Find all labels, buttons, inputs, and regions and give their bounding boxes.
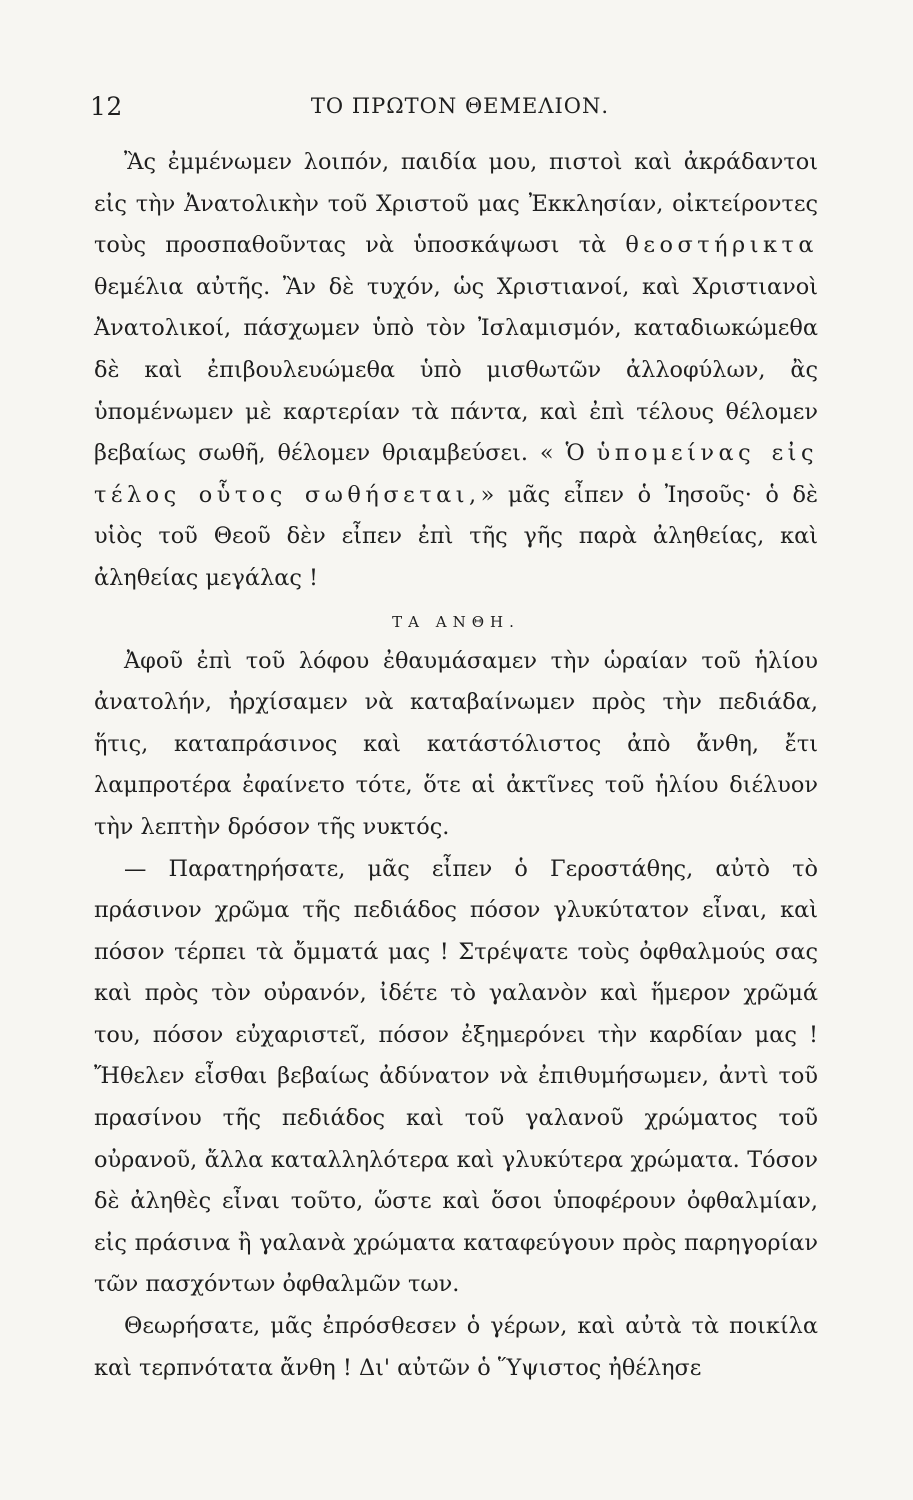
running-head: ΤΟ ΠΡΩΤΟΝ ΘΕΜΕΛΙΟΝ. [310,94,610,118]
section-title: ΤΑ ΑΝΘΗ. [392,612,520,631]
paragraph-1-text-c: θεμέλια αὐτῆς. Ἂν δὲ τυχόν, ὡς Χριστιανοί, καὶ Χριστιανοὶ Ἀνατολικοί, πάσχωμεν ὑπὸ τὸν Ἰσλαμισμόν, καταδιωκώμεθα δὲ καὶ ἐπιβουλευώμεθα ὑπὸ μισθωτῶν ἀλλοφύλων, ἂς ὑπομένωμεν μὲ καρτερίαν τὰ πάντα, καὶ ἐπὶ τέλους θέλομεν βεβαίως σωθῆ, θέλομεν θριαμβεύσει. « Ὁ [94,273,818,467]
paragraph-1-quotation: ὑπομείνας εἰς τέλος οὗτος σωθήσεται, [94,440,819,508]
body-text [94,142,818,1389]
paragraph-1-text-e: » μᾶς εἶπεν ὁ Ἰησοῦς· ὁ δὲ υἱὸς τοῦ Θεοῦ δὲν εἶπεν ἐπὶ τῆς γῆς παρὰ ἀληθείας, καὶ ἀληθείας μεγάλας ! [94,481,818,591]
paragraph-1-text-a: Ἂς ἐμμένωμεν λοιπόν, παιδία μου, πιστοὶ καὶ ἀκράδαντοι εἰς τὴν Ἀνατολικὴν τοῦ Χριστοῦ μας Ἐκκλησίαν, οἰκτείροντες τοὺς προσπαθοῦντας νὰ ὑποσκάψωσι τὰ [94,149,818,259]
paragraph-4: Θεωρήσατε, μᾶς ἐπρόσθεσεν ὁ γέρων, καὶ αὐτὰ τὰ ποικίλα καὶ τερπνότατα ἄνθη ! Δι' αὐτῶν ὁ Ὕψιστος ἠθέλησε [94,1313,818,1381]
paragraph-1 [94,142,818,600]
page-number: 12 [90,92,123,121]
paragraph-3: — Παρατηρήσατε, μᾶς εἶπεν ὁ Γεροστάθης, αὐτὸ τὸ πράσινον χρῶμα τῆς πεδιάδος πόσον γλυκύτατον εἶναι, καὶ πόσον τέρπει τὰ ὄμματά μας ! Στρέψατε τοὺς ὀφθαλμούς σας καὶ πρὸς τὸν οὐρανόν, ἰδέτε τὸ γαλανὸν καὶ ἥμερον χρῶμά του, πόσον εὐχαριστεῖ, πόσον ἐξημερόνει τὴν καρδίαν μας ! Ἤθελεν εἶσθαι βεβαίως ἀδύνατον νὰ ἐπιθυμήσωμεν, ἀντὶ τοῦ πρασίνου τῆς πεδιάδος καὶ τοῦ γαλανοῦ χρώματος τοῦ οὐρανοῦ, ἄλλα καταλληλότερα καὶ γλυκύτερα χρώματα. Τόσον δὲ ἀληθὲς εἶναι τοῦτο, ὥστε καὶ ὅσοι ὑποφέρουν ὀφθαλμίαν, εἰς πράσινα ἢ γαλανὰ χρώματα καταφεύγουν πρὸς παρηγορίαν τῶν πασχόντων ὀφθαλμῶν των. [94,855,818,1298]
paragraph-2: Ἀφοῦ ἐπὶ τοῦ λόφου ἐθαυμάσαμεν τὴν ὡραίαν τοῦ ἡλίου ἀνατολήν, ἠρχίσαμεν νὰ καταβαίνωμεν πρὸς τὴν πεδιάδα, ἥτις, καταπράσινος καὶ κατάστόλιστος ἀπὸ ἄνθη, ἔτι λαμπροτέρα ἐφαίνετο τότε, ὅτε αἱ ἀκτῖνες τοῦ ἡλίου διέλυον τὴν λεπτὴν δρόσον τῆς νυκτός. [94,647,818,840]
page-header [90,92,830,124]
paragraph-1-spaced-word: θεοστήρικτα [625,232,818,259]
